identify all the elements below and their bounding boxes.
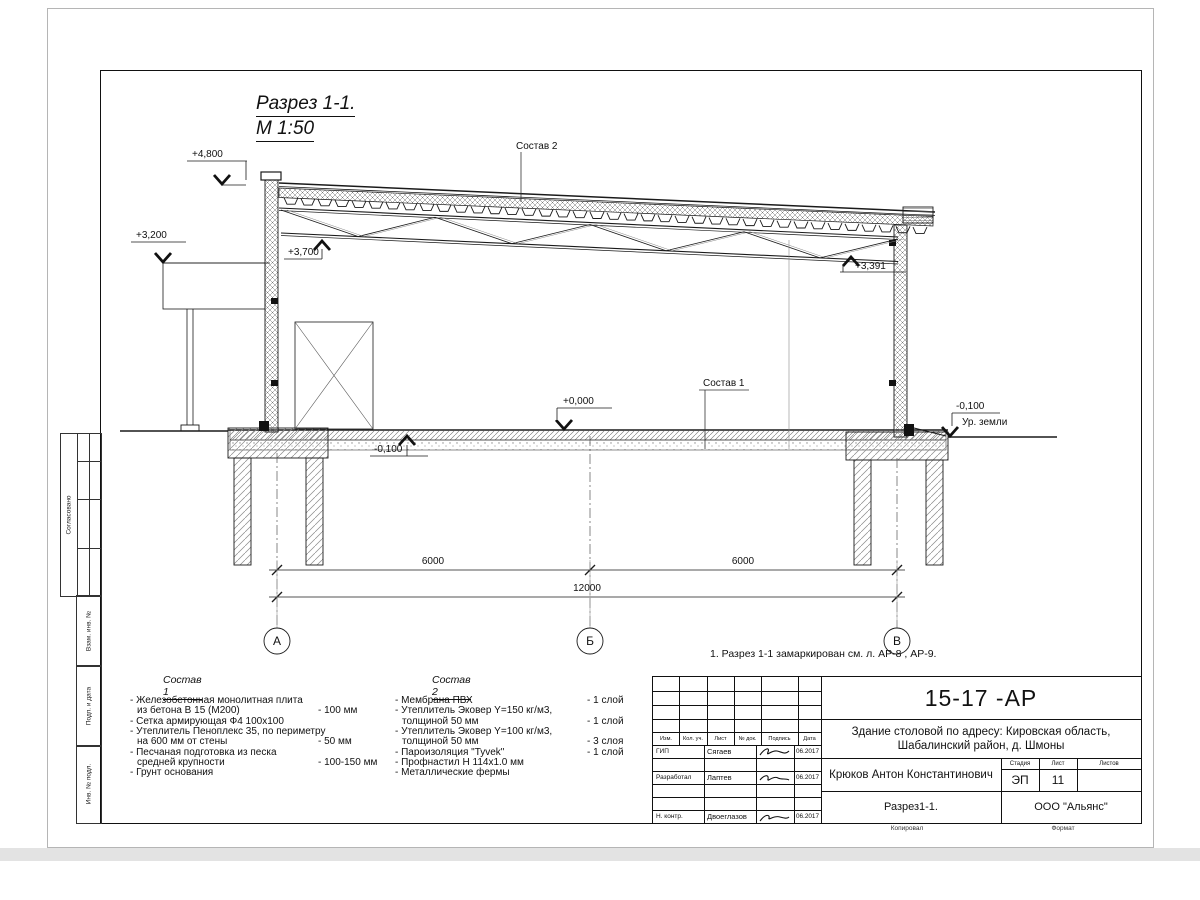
titleblock-header-label: № док. [738, 735, 757, 742]
title-block [652, 676, 1142, 824]
titleblock-line [653, 797, 821, 798]
elevation-arrow [214, 175, 230, 184]
elevation-mark [556, 396, 612, 429]
dimension-label: 6000 [421, 556, 445, 567]
stamp-cell-inv-label: Инв. № подл. [85, 763, 93, 805]
stamp-cell-vzam [76, 595, 102, 667]
elevation-arrow [155, 253, 171, 262]
roof-deck-corrugation [913, 227, 927, 234]
axis-bubble [577, 560, 603, 654]
axis-label: В [892, 634, 902, 648]
roof-deck-corrugation [590, 212, 604, 219]
titleblock-line [653, 784, 821, 785]
roof-deck-corrugation [539, 210, 553, 217]
composition-title: Состав 1 [163, 674, 202, 698]
section-title-line1: Разрез 1-1. [256, 92, 355, 117]
composition-item-value: - 1 слой [587, 715, 624, 727]
roof-deck-corrugation [369, 202, 383, 209]
titleblock-line [653, 691, 821, 692]
elevation-label: +0,000 [563, 396, 594, 407]
wall-connector-plate [271, 380, 278, 386]
signature-scribble [758, 746, 792, 758]
canopy-column-base [181, 425, 199, 431]
roof-deck-corrugation [284, 198, 298, 205]
roof-deck-corrugation [335, 200, 349, 207]
leader-label: Состав 2 [516, 141, 558, 152]
titleblock-object-name [821, 719, 1141, 758]
elevation-mark [284, 241, 330, 259]
titleblock-line [653, 705, 821, 706]
roof-deck-corrugation [641, 214, 655, 221]
truss-diagonal [744, 232, 820, 258]
roof-deck-corrugation [573, 211, 587, 218]
signature-scribble [758, 772, 792, 784]
dimension-row [269, 583, 905, 602]
titleblock-name: Двоеглазов [707, 812, 747, 821]
roof-deck-corrugation [420, 204, 434, 211]
canopy-slab [163, 263, 265, 309]
roof-deck-corrugation [437, 205, 451, 212]
stamp-cell-vzam-label: Взам. инв. № [85, 610, 93, 652]
sand-layer [230, 440, 946, 450]
roof-deck-corrugation [675, 216, 689, 223]
wall-base-detail [904, 424, 914, 436]
titleblock-line [653, 758, 821, 759]
composition-item-line: - Песчаная подготовка из песка [130, 746, 277, 758]
dimension-label: 12000 [573, 583, 601, 594]
titleblock-header-label: Дата [803, 735, 816, 742]
titleblock-header-label: Подпись [768, 735, 791, 742]
signature-cell [756, 810, 794, 823]
roof-deck-corrugation [318, 199, 332, 206]
roof-deck-corrugation [505, 208, 519, 215]
composition-item-value: - 1 слой [587, 746, 624, 758]
wall-left [265, 180, 278, 432]
pile [854, 460, 871, 565]
wall-connector-plate [889, 380, 896, 386]
section-title-line2: М 1:50 [256, 117, 314, 142]
sheet-note: 1. Разрез 1-1 замаркирован см. л. АР-8 , АР-9. [710, 648, 937, 660]
composition-item-line: из бетона В 15 (М200) [137, 705, 240, 717]
dimension-label: 6000 [731, 556, 755, 567]
roof-deck-corrugation [386, 202, 400, 209]
roof-deck-corrugation [709, 218, 723, 225]
truss-diagonal-double [672, 232, 750, 251]
titleblock-org: ООО "Альянс" [1034, 801, 1108, 813]
composition-item-value: - 100 мм [318, 705, 358, 717]
elevation-mark [942, 401, 1007, 436]
roof-deck-corrugation [607, 213, 621, 220]
elevation-label: +4,800 [192, 149, 223, 160]
floor-slab-hatch [230, 430, 946, 440]
composition-item-line: - Утеплитель Эковер Y=150 кг/м3, [395, 705, 553, 717]
wall-connector-plate [271, 298, 278, 304]
composition-item-line: толщиной 50 мм [402, 715, 479, 727]
roof-deck-corrugation [624, 214, 638, 221]
wall-left-cap [261, 172, 281, 180]
titleblock-object-lines: Здание столовой по адресу: Кировская область, Шабалинский район, д. Шмоны [851, 725, 1111, 752]
titleblock-name: Лаптев [707, 773, 732, 782]
elevation-arrow [556, 420, 572, 429]
leader-callout [516, 141, 558, 202]
elevation-label: +3,200 [136, 230, 167, 241]
composition-item-line: толщиной 50 мм [402, 736, 479, 748]
roof-deck-corrugation [743, 219, 757, 226]
signature-scribble [758, 811, 792, 823]
roof-deck-corrugation [760, 220, 774, 227]
stamp-cell-podp-label: Подп. и дата [85, 686, 93, 726]
approval-table [60, 433, 102, 597]
wall-right [894, 225, 907, 437]
titleblock-line [653, 719, 821, 720]
signature-cell [756, 771, 794, 784]
titleblock-sheets-label: Листов [1099, 760, 1119, 767]
roof-deck-corrugation [845, 224, 859, 231]
leader-label: Состав 1 [703, 378, 745, 389]
roof-deck-corrugation [862, 225, 876, 232]
composition-item-line: - Грунт основания [130, 767, 214, 779]
pile [926, 460, 943, 565]
composition-item-value: - 100-150 мм [318, 756, 378, 768]
truss-diagonal [820, 239, 898, 258]
truss-diagonal [666, 232, 744, 251]
roof-deck-corrugation [658, 215, 672, 222]
titleblock-stage-label: Стадия [1009, 760, 1031, 767]
axis-label: А [272, 634, 282, 648]
titleblock-role: ГИП [656, 748, 669, 755]
pile [306, 458, 323, 565]
footer-copied-label: Копировал [890, 825, 924, 832]
truss-diagonal-double [518, 225, 596, 244]
elevation-label: +3,700 [288, 247, 319, 258]
titleblock-date: 06.2017 [795, 748, 820, 755]
composition-item-line: - Профнастил Н 114х1.0 мм [395, 756, 524, 768]
truss-diagonal-double [364, 217, 441, 236]
roof-deck-corrugation [301, 199, 315, 206]
titleblock-sheet-value: 11 [1051, 773, 1065, 787]
truss-bottom-chord [281, 233, 898, 262]
roof-deck-corrugation [777, 221, 791, 228]
titleblock-header-label: Кол. уч. [683, 735, 703, 742]
elevation-mark [131, 230, 270, 263]
titleblock-doc-code: 15-17 -АР [924, 684, 1038, 711]
titleblock-header-label: Изм. [660, 735, 672, 742]
composition-item-line: - Металлические фермы [395, 767, 510, 779]
roof-deck-corrugation [828, 223, 842, 230]
truss-bottom-chord [281, 236, 898, 265]
composition-item-line: - Сетка армирующая Ф4 100х100 [130, 715, 284, 727]
elevation-label: -0,100 [374, 444, 403, 455]
titleblock-sheet-label: Лист [1051, 760, 1065, 767]
ground-level-label: Ур. земли [962, 417, 1008, 428]
titleblock-doc-name: Разрез1-1. [883, 801, 938, 813]
elevation-label: +3,391 [855, 261, 886, 272]
composition-item-value: - 3 слоя [587, 736, 624, 748]
elevation-mark [187, 149, 247, 185]
titleblock-header-label: Лист [714, 735, 727, 742]
composition-item-line: - Пароизоляция "Tyvek" [395, 746, 505, 758]
titleblock-sheets-value [1077, 769, 1141, 791]
composition-item-line: - Железобетонная монолитная плита [130, 695, 303, 706]
composition-item-value: - 1 слой [587, 695, 624, 706]
composition-item-line: средней крупности [137, 756, 225, 768]
roof-deck-corrugation [556, 210, 570, 217]
composition-item-line: - Утеплитель Эковер Y=100 кг/м3, [395, 725, 553, 737]
roof-deck-corrugation [522, 209, 536, 216]
approval-table-label: Согласовано [65, 495, 73, 535]
elevation-label: -0,100 [956, 401, 985, 412]
titleblock-name: Сягаев [707, 747, 732, 756]
roof-deck-corrugation [454, 206, 468, 213]
composition-item-line: - Мембрана ПВХ [395, 695, 473, 706]
truss-diagonal [590, 225, 666, 251]
truss-diagonal [512, 225, 590, 244]
roof-deck-corrugation [403, 203, 417, 210]
titleblock-role: Н. контр. [656, 813, 683, 820]
composition-item-line: на 600 мм от стены [137, 736, 228, 748]
pile [234, 458, 251, 565]
axis-bubble [884, 560, 910, 654]
titleblock-author: Крюков Антон Константинович [829, 768, 993, 781]
roof-deck-corrugation [794, 221, 808, 228]
grade-beam-left [228, 428, 328, 458]
stamp-cell-podp [76, 665, 102, 747]
roof-deck-corrugation [488, 207, 502, 214]
roof-fascia [903, 207, 933, 223]
roof-deck-corrugation [352, 201, 366, 208]
roof-deck-corrugation [471, 206, 485, 213]
titleblock-stage-value: ЭП [1011, 773, 1029, 787]
truss-diagonal [358, 217, 435, 236]
elevation-arrow [314, 241, 330, 250]
axis-bubble [264, 560, 290, 654]
composition-item-line: - Утеплитель Пеноплекс 35, по периметру [130, 725, 326, 737]
roof-deck-corrugation [726, 218, 740, 225]
roof-deck-corrugation [692, 217, 706, 224]
composition-item-value: - 50 мм [318, 736, 352, 748]
titleblock-role: Разработал [656, 774, 692, 781]
footer-format-label: Формат [1051, 825, 1075, 832]
signature-cell [756, 745, 794, 758]
titleblock-date: 06.2017 [795, 813, 820, 820]
stamp-cell-inv [76, 745, 102, 824]
roof-deck-corrugation [879, 225, 893, 232]
wall-base-detail [259, 421, 269, 431]
dimension-row [269, 556, 905, 575]
axis-label: Б [586, 634, 594, 648]
truss-diagonal-double [826, 239, 904, 258]
roof-deck-corrugation [811, 222, 825, 229]
titleblock-date: 06.2017 [795, 774, 820, 781]
composition-title: Состав 2 [432, 674, 471, 698]
